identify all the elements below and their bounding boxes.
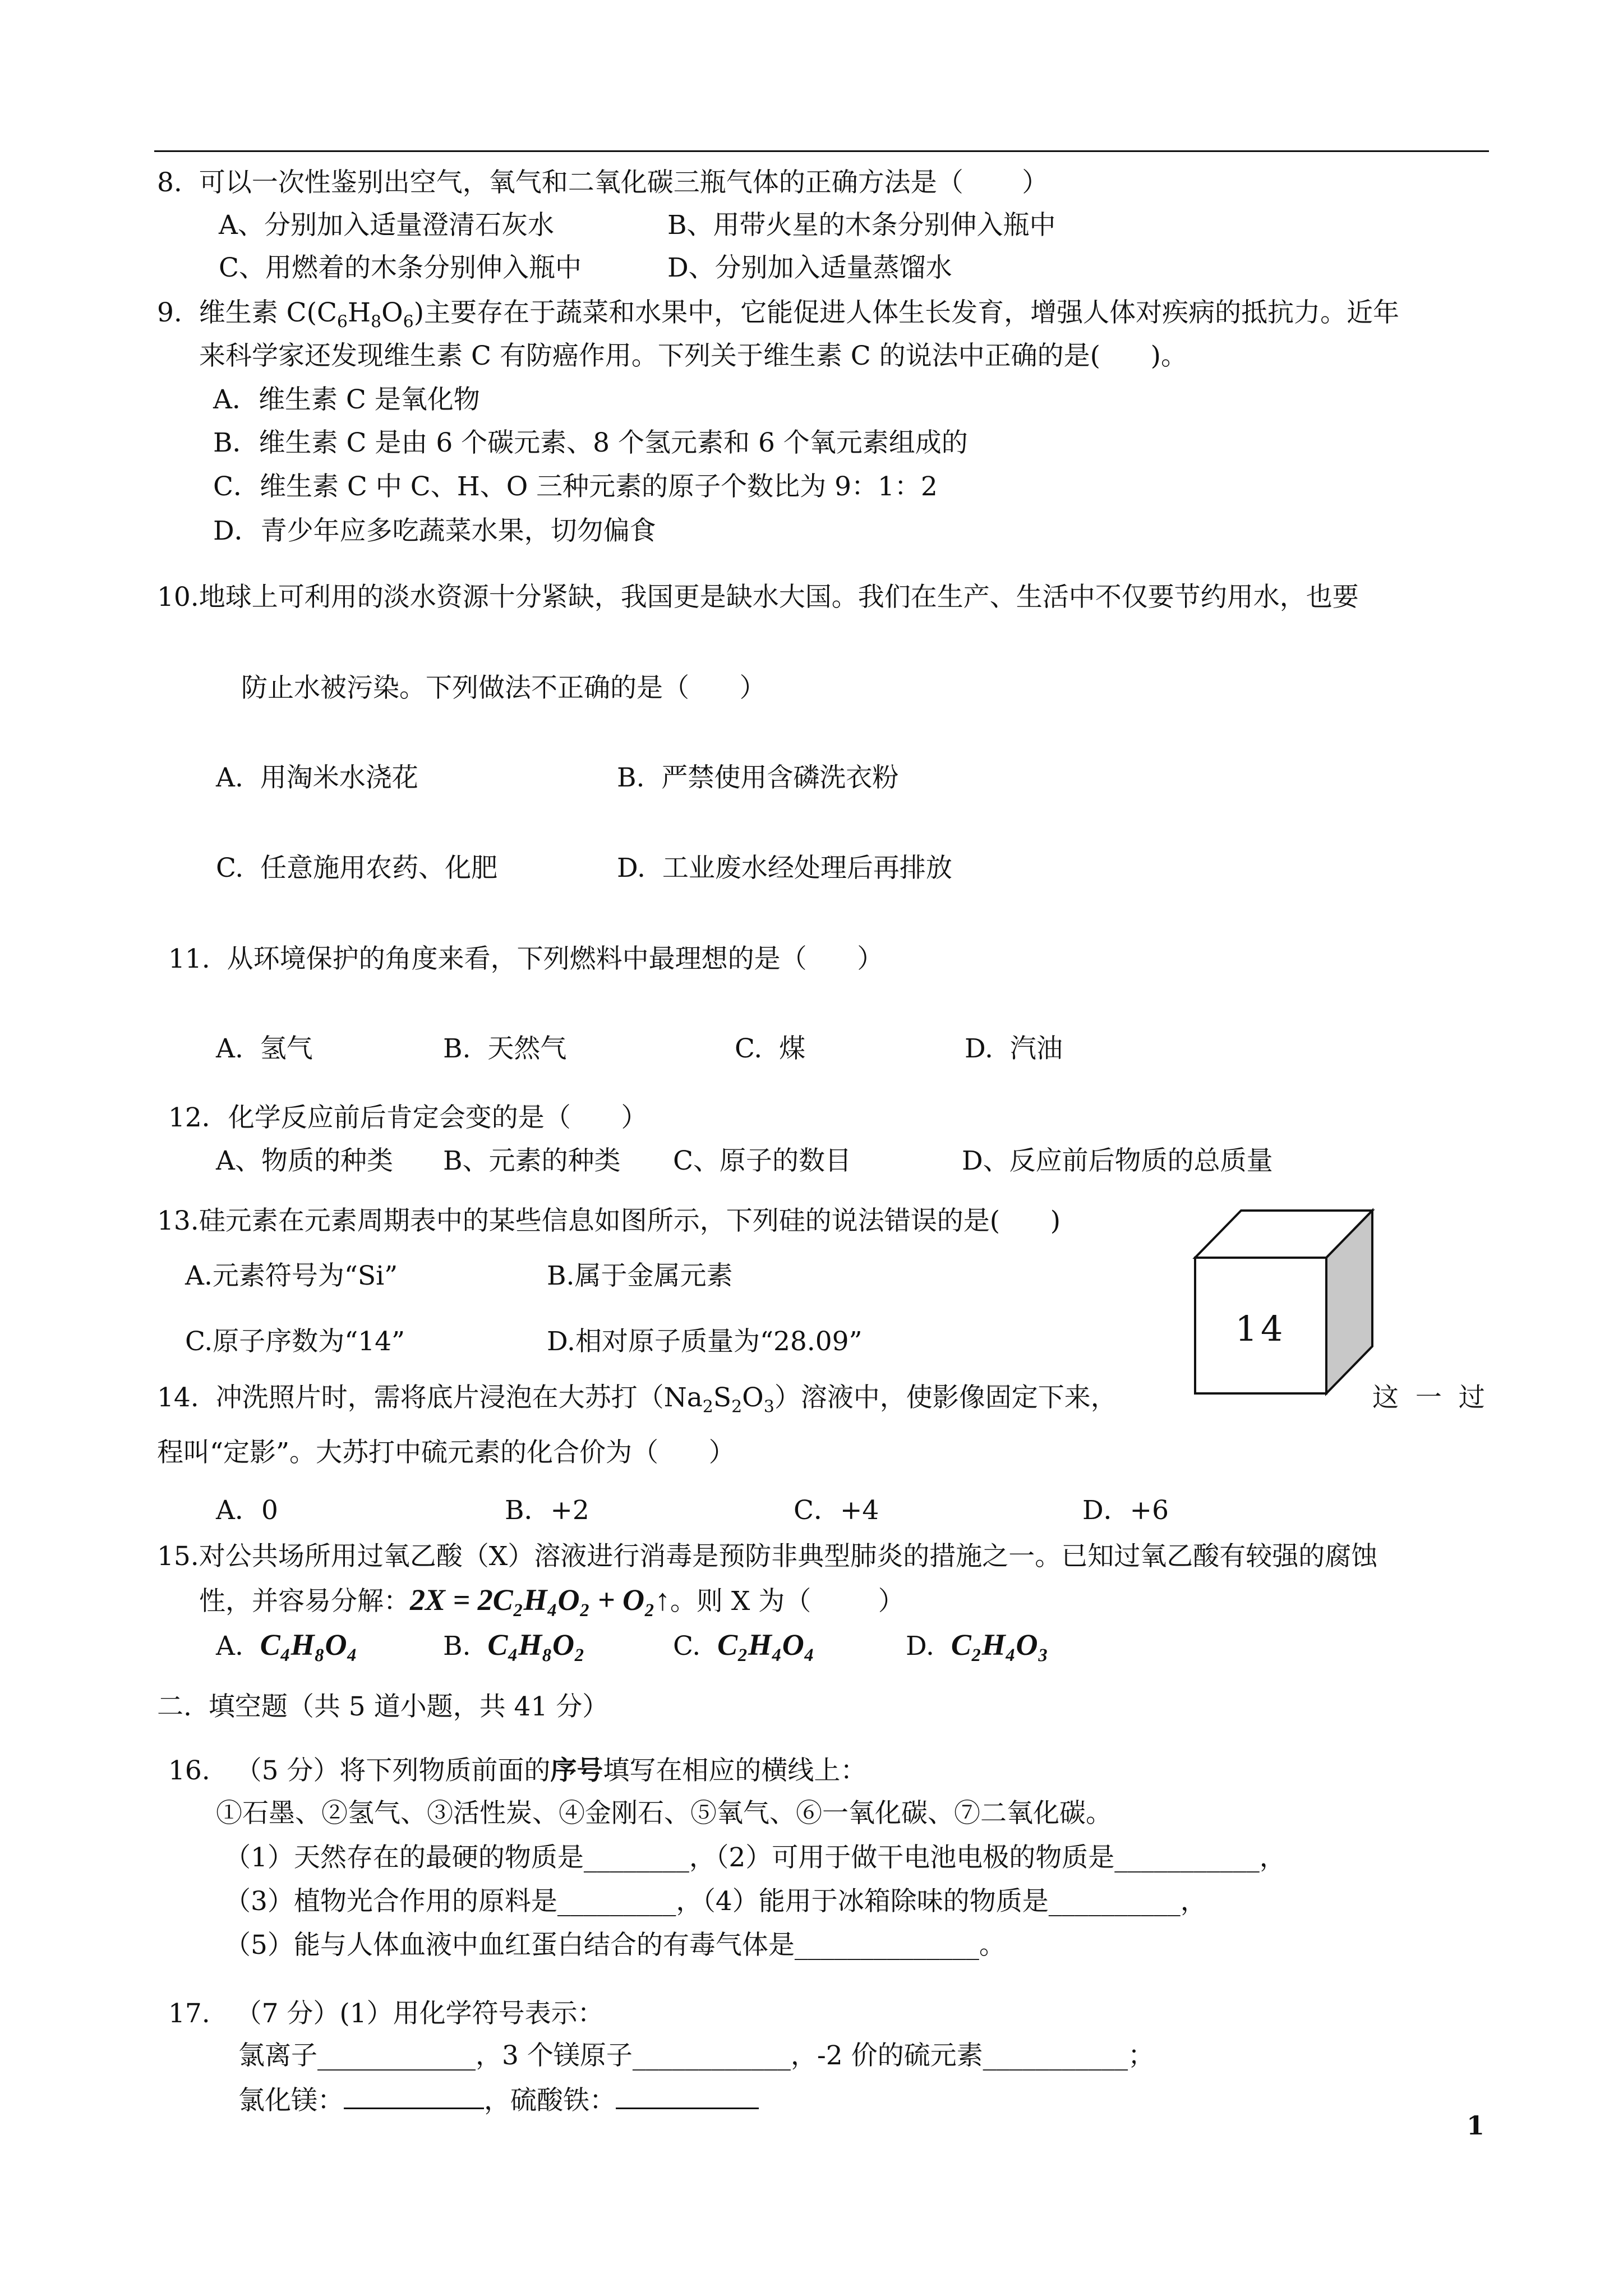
q15-option-a: A. C₄H₈O₄ — [216, 1628, 358, 1662]
q9-option-c: C．维生素 C 中 C、H、O 三种元素的原子个数比为 9：1：2 — [213, 471, 938, 502]
q9-stem: 9. 维生素 $C(C_6H_8O_6)$主要存在于蔬菜和水果中，它能促进人体生长发育，增强人体对疾病的抵抗力。近年 — [157, 297, 1400, 332]
q15-option-b: B. C₄H₈O₂ — [443, 1628, 585, 1662]
q11-option-b: B. 天然气 — [443, 1033, 567, 1064]
q15-option-d: D. C₂H₄O₃ — [906, 1628, 1049, 1662]
q14-option-c: C．+4 — [794, 1495, 879, 1526]
q8-option-b: B、用带火星的木条分别伸入瓶中 — [667, 210, 1056, 241]
q15-stem-line2: 性，并容易分解：2X = 2C₂H₄O₂ + O₂↑。则 X 为（ ） — [199, 1583, 905, 1617]
q14-option-b: B．+2 — [505, 1495, 589, 1526]
q16-blank-line1[interactable]: （1）天然存在的最硬的物质是________，（2）可用于做干电池电极的物质是___________， — [224, 1842, 1286, 1873]
q13-stem: 13.硅元素在元素周期表中的某些信息如图所示，下列硅的说法错误的是( ) — [157, 1205, 1061, 1236]
q12-stem: 12．化学反应前后肯定会变的是（ ） — [168, 1102, 648, 1133]
q11-option-c: C. 煤 — [735, 1033, 806, 1064]
silicon-element-cube-figure — [1192, 1206, 1377, 1397]
decomposition-equation: 2X = 2C₂H₄O₂ + O₂↑ — [410, 1583, 670, 1617]
q9-option-a: A．维生素 C 是氧化物 — [213, 384, 480, 415]
q15-option-c: C. C₂H₄O₄ — [673, 1628, 815, 1662]
q12-option-d: D、反应前后物质的总质量 — [962, 1145, 1273, 1176]
q17-blank-line1[interactable]: 氯离子____________，3 个镁原子____________，-2 价的硫元素___________； — [238, 2040, 1155, 2071]
q9-option-d: D．青少年应多吃蔬菜水果，切勿偏食 — [213, 516, 656, 546]
q12-option-a: A、物质的种类 — [216, 1145, 393, 1176]
q14-stem-line2: 程叫“定影”。大苏打中硫元素的化合价为（ ） — [157, 1437, 735, 1468]
q13-option-b: B.属于金属元素 — [547, 1260, 733, 1291]
q12-option-b: B、元素的种类 — [443, 1145, 621, 1176]
q16-substance-list: ①石墨、②氢气、③活性炭、④金刚石、⑤氧气、⑥一氧化碳、⑦二氧化碳。 — [216, 1798, 1112, 1829]
q13-option-d: D.相对原子质量为“28.09” — [547, 1326, 863, 1357]
mgcl2-answer-blank[interactable] — [344, 2083, 484, 2109]
q14-option-a: A．0 — [216, 1495, 278, 1526]
q10-stem: 10.地球上可利用的淡水资源十分紧缺，我国更是缺水大国。我们在生产、生活中不仅要节约用水，也要 — [157, 582, 1359, 613]
fe2so43-answer-blank[interactable] — [616, 2083, 759, 2109]
q13-option-c: C.原子序数为“14” — [185, 1326, 405, 1357]
q10-option-c: C. 任意施用农药、化肥 — [216, 853, 498, 884]
q13-option-a: A.元素符号为“Si” — [185, 1260, 398, 1291]
q11-option-a: A. 氢气 — [216, 1033, 313, 1064]
q8-option-a: A、分别加入适量澄清石灰水 — [219, 210, 554, 241]
q17-stem: 17. （7 分）(1）用化学符号表示： — [168, 1998, 604, 2029]
q11-stem: 11. 从环境保护的角度来看，下列燃料中最理想的是（ ） — [168, 944, 884, 974]
page-number: 1 — [1467, 2110, 1485, 2141]
q12-option-c: C、原子的数目 — [673, 1145, 851, 1176]
header-rule — [154, 150, 1489, 152]
atomic-number-label: 14 — [1235, 1308, 1287, 1349]
q8-option-c: C、用燃着的木条分别伸入瓶中 — [219, 252, 582, 283]
q16-blank-line3[interactable]: （5）能与人体血液中血红蛋白结合的有毒气体是______________。 — [224, 1930, 1006, 1961]
q15-stem: 15.对公共场所用过氧乙酸（X）溶液进行消毒是预防非典型肺炎的措施之一。已知过氧乙酸有较强的腐蚀 — [157, 1541, 1378, 1572]
q9-stem-line2: 来科学家还发现维生素 C 有防癌作用。下列关于维生素 C 的说法中正确的是( )。 — [199, 341, 1187, 371]
q10-option-a: A. 用淘米水浇花 — [216, 762, 418, 793]
q14-stem-tail: 这 一 过 — [1372, 1382, 1485, 1413]
q16-blank-line2[interactable]: （3）植物光合作用的原料是_________，（4）能用于冰箱除味的物质是__________， — [224, 1886, 1207, 1917]
q10-option-d: D. 工业废水经处理后再排放 — [617, 853, 952, 884]
q8-stem: 8. 可以一次性鉴别出空气，氧气和二氧化碳三瓶气体的正确方法是（ ） — [157, 167, 1049, 198]
q11-option-d: D. 汽油 — [965, 1033, 1063, 1064]
q10-stem-line2: 防止水被污染。下列做法不正确的是（ ） — [241, 673, 766, 703]
q14-stem: 14. 冲洗照片时，需将底片浸泡在大苏打$(Na_2S_2O_3)$溶液中，使影像固定下来， — [157, 1382, 1117, 1417]
section-heading-fill-in: 二. 填空题（共 5 道小题，共 41 分） — [157, 1691, 609, 1722]
q10-option-b: B. 严禁使用含磷洗衣粉 — [617, 762, 899, 793]
q8-option-d: D、分别加入适量蒸馏水 — [667, 252, 952, 283]
q16-stem: 16. （5 分）将下列物质前面的序号填写在相应的横线上： — [168, 1755, 867, 1786]
q14-option-d: D．+6 — [1082, 1495, 1169, 1526]
q17-blank-line2[interactable]: 氯化镁： ，硫酸铁： — [238, 2083, 759, 2118]
q9-option-b: B．维生素 C 是由 6 个碳元素、8 个氢元素和 6 个氧元素组成的 — [213, 427, 968, 458]
